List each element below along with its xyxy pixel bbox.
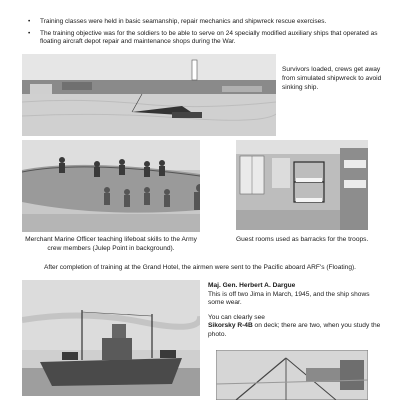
aircraft-repair-ship-photo (22, 280, 200, 396)
photo3-caption: Guest rooms used as barracks for the troops. (236, 236, 369, 243)
shipwreck-rescue-photo (22, 54, 276, 136)
barracks-photo (236, 140, 368, 230)
ship-description-line (208, 322, 384, 339)
transition-text: After completion of training at the Grand Hotel, the airmen were sent to the Pacific aboard ARF's (Floating). (43, 264, 357, 271)
ship-description-line: This is off two Jima in March, 1945, and the ship shows some wear. (208, 290, 370, 307)
photo1-caption: Survivors loaded, crews get away from simulated shipwreck to avoid sinking ship. (282, 66, 382, 91)
ship-description (208, 282, 384, 346)
helicopter-model-name: Sikorsky R-4B (208, 322, 253, 330)
photo2-caption: Merchant Marine Officer teaching lifeboat skills to the Army crew members (Julep Point in background). (25, 236, 197, 252)
ship-description-title: Maj. Gen. Herbert A. Dargue (208, 282, 296, 289)
training-bullet-list (28, 18, 384, 50)
lifeboat-skills-photo (22, 140, 200, 232)
bullet-item: • Training classes were held in basic seamanship, repair mechanics and shipwreck rescue exercises. (28, 18, 384, 27)
bullet-item: • The training objective was for the soldiers to be able to serve on 24 specially modified auxiliary ships that operated as floating aircraft depot repair and maintenance shops during the War. (28, 30, 384, 47)
ship-deck-photo (216, 350, 368, 400)
ship-description-line-rest: on deck; there are two, when you study the photo. (208, 322, 381, 338)
ship-description-line: You can clearly see (208, 313, 265, 321)
